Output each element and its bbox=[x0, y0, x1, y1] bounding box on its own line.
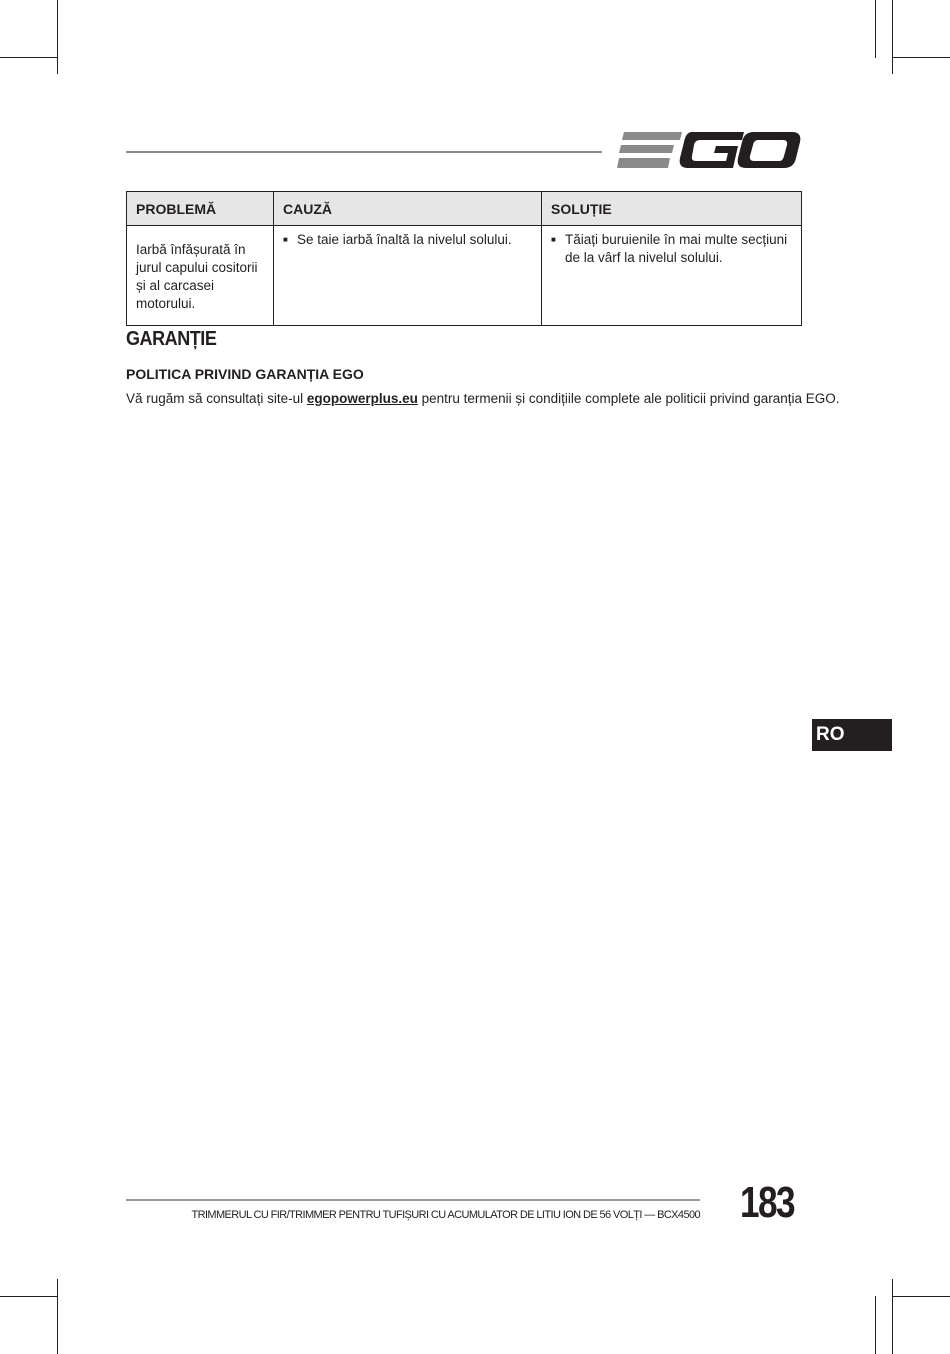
troubleshooting-table bbox=[126, 191, 802, 326]
crop-mark bbox=[892, 57, 950, 58]
crop-mark bbox=[57, 0, 58, 74]
crop-mark bbox=[57, 1279, 58, 1354]
cause-cell bbox=[274, 226, 542, 326]
table-row bbox=[127, 226, 802, 326]
table-header-row bbox=[127, 192, 802, 226]
column-header-cause: CAUZĂ bbox=[274, 192, 542, 226]
crop-mark bbox=[892, 1296, 950, 1297]
warranty-policy-subtitle: POLITICA PRIVIND GARANȚIA EGO bbox=[126, 366, 364, 382]
warranty-text-before: Vă rugăm să consultați site-ul bbox=[126, 391, 307, 406]
crop-mark bbox=[875, 0, 876, 58]
column-header-problem: PROBLEMĂ bbox=[127, 192, 274, 226]
warranty-link[interactable]: egopowerplus.eu bbox=[306, 391, 418, 406]
crop-mark bbox=[892, 0, 893, 74]
solution-cell bbox=[542, 226, 802, 326]
problem-text: Iarbă înfășurată în jurul capului cositorii și al carcasei motorului. bbox=[136, 242, 258, 311]
bullet-icon: ■ bbox=[283, 235, 288, 244]
language-tab: RO bbox=[812, 719, 892, 751]
crop-mark bbox=[0, 57, 57, 58]
bullet-icon: ■ bbox=[551, 235, 556, 244]
solution-item bbox=[551, 231, 793, 267]
footer-product-title: TRIMMERUL CU FIR/TRIMMER PENTRU TUFIȘURI CU ACUMULATOR DE LITIU ION DE 56 VOLȚI — BCX4500 bbox=[191, 1209, 700, 1221]
column-header-solution: SOLUȚIE bbox=[542, 192, 802, 226]
cause-item bbox=[283, 231, 533, 249]
header-rule bbox=[126, 151, 602, 153]
page-number: 183 bbox=[740, 1178, 794, 1227]
warranty-text-after: pentru termenii și condițiile complete ale politicii privind garanția EGO. bbox=[417, 391, 840, 406]
solution-text: Tăiați buruienile în mai multe secțiuni de la vârf la nivelul solului. bbox=[565, 232, 788, 265]
warranty-title: GARANȚIE bbox=[126, 328, 217, 350]
crop-mark bbox=[892, 1279, 893, 1354]
cause-text: Se taie iarbă înaltă la nivelul solului. bbox=[297, 232, 512, 247]
crop-mark bbox=[0, 1296, 57, 1297]
problem-cell bbox=[127, 226, 274, 326]
warranty-paragraph bbox=[126, 391, 840, 406]
crop-mark bbox=[875, 1296, 876, 1354]
footer-rule bbox=[126, 1199, 700, 1201]
ego-logo bbox=[616, 128, 802, 174]
